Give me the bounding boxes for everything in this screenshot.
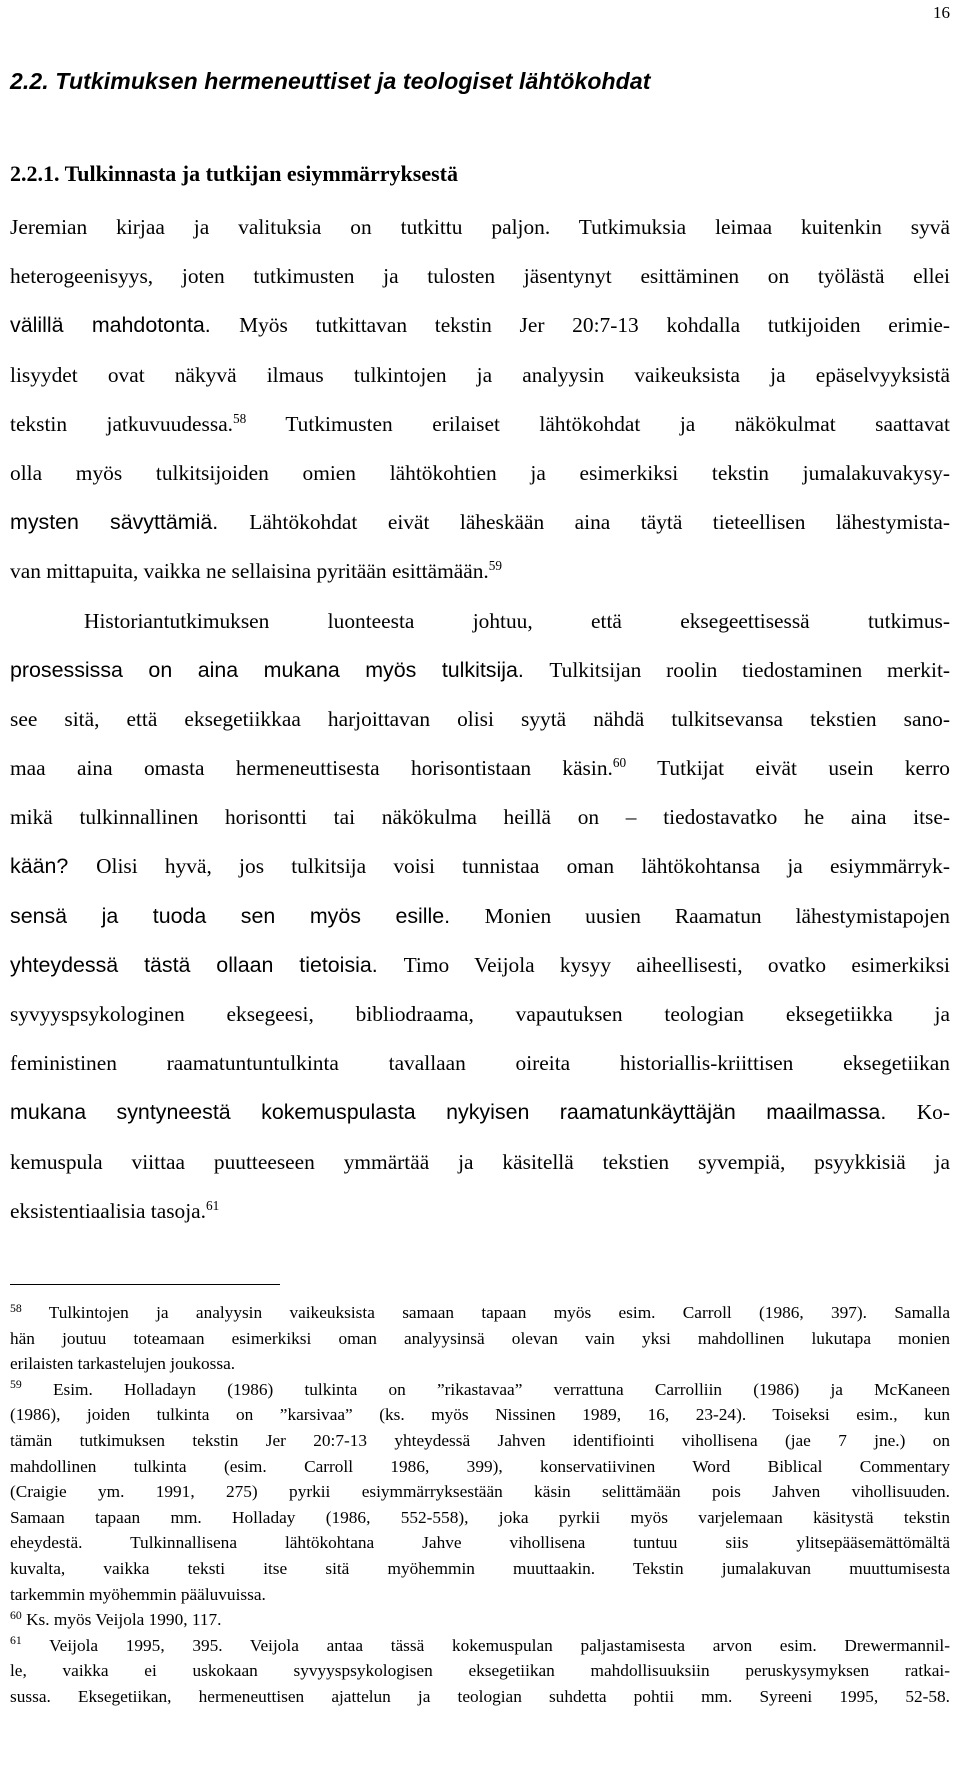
footnote-text: le, vaikka ei uskokaan syvyyspsykologisen eksegetiikan mahdollisuuksiin peruskysymyksen ratkai- (10, 1661, 950, 1681)
body-line (10, 597, 950, 646)
footnote-text: sussa. Eksegetiikan, hermeneuttisen ajattelun ja teologian suhdetta pohtii mm. Syreeni 1995, 52-58. (10, 1686, 950, 1706)
footnote-line (10, 1402, 950, 1428)
body-line (10, 1187, 950, 1236)
body-text: lisyydet ovat näkyvä ilmaus tulkintojen ja analyysin vaikeuksista ja epäselvyyksistä (10, 362, 950, 387)
body-text (10, 203, 950, 1236)
footnotes (10, 1300, 950, 1710)
body-text: Lähtökohdat eivät läheskään aina täytä tieteellisen lähestymista- (249, 510, 950, 535)
footnote-ref[interactable]: 59 (10, 1378, 22, 1392)
footnote-text: Samaan tapaan mm. Holladay (1986, 552-558), joka pyrkii myös varjelemaan käsitystä tekstin (10, 1507, 950, 1527)
body-text: eksistentiaalisia tasoja. (10, 1198, 207, 1223)
body-text: Tulkitsijan roolin tiedostaminen merkit- (549, 657, 951, 682)
footnote-line (10, 1351, 950, 1377)
body-line (10, 449, 950, 498)
body-text: Historiantutkimuksen luonteesta johtuu, että eksegeettisessä tutkimus- (84, 608, 950, 633)
footnote-line (10, 1326, 950, 1352)
footnote-line (10, 1505, 950, 1531)
body-text: Timo Veijola kysyy aiheellisesti, ovatko esimerkiksi (403, 952, 950, 977)
body-line (10, 498, 950, 547)
footnote-text: mahdollinen tulkinta (esim. Carroll 1986, 399), konservatiivinen Word Biblical Commentary (10, 1456, 950, 1476)
footnote-line (10, 1658, 950, 1684)
footnote-text: erilaisten tarkastelujen joukossa. (10, 1354, 236, 1374)
footnote-text: hän joutuu toteamaan esimerkiksi oman analyysinsä olevan vain yksi mahdollinen lukutapa monien (10, 1328, 950, 1348)
body-text: mysten sävyttämiä. (10, 510, 250, 535)
body-line (10, 547, 950, 596)
section-heading: 2.2. Tutkimuksen hermeneuttiset ja teologiset lähtökohdat (10, 68, 651, 94)
body-text: tekstin jatkuvuudessa. (10, 411, 234, 436)
footnote-line (10, 1377, 950, 1403)
body-line (10, 351, 950, 400)
footnote-text: kuvalta, vaikka teksti itse sitä myöhemmin muuttaakin. Tekstin jumalakuvan muuttumisesta (10, 1558, 950, 1578)
footnote-ref[interactable]: 58 (10, 1301, 22, 1315)
body-line (10, 744, 950, 793)
body-text: Jeremian kirjaa ja valituksia on tutkittu paljon. Tutkimuksia leimaa kuitenkin syvä (10, 215, 950, 239)
footnote-text: Veijola 1995, 395. Veijola antaa tässä kokemuspulan paljastamisesta arvon esim. Drewermannil- (21, 1635, 950, 1655)
body-text: see sitä, että eksegetiikkaa harjoittavan olisi syytä nähdä tulkitsevansa tekstien sano- (10, 706, 950, 731)
page-number: 16 (933, 3, 950, 22)
body-text: Tutkimusten erilaiset lähtökohdat ja näkökulmat saattavat (246, 411, 950, 436)
body-text: Olisi hyvä, jos tulkitsija voisi tunnistaa oman lähtökohtansa ja esiymmärryk- (96, 854, 950, 879)
body-line (10, 1039, 950, 1088)
footnote-line (10, 1530, 950, 1556)
body-text: olla myös tulkitsijoiden omien lähtökohtien ja esimerkiksi tekstin jumalakuvakysy- (10, 460, 950, 485)
footnote-ref[interactable]: 59 (488, 558, 503, 574)
body-text: Monien uusien Raamatun lähestymistapojen (484, 903, 950, 928)
subsection-heading: 2.2.1. Tulkinnasta ja tutkijan esiymmärryksestä (10, 161, 459, 186)
body-text: kään? (10, 854, 97, 879)
body-text: syvyyspsykologinen eksegeesi, bibliodraama, vapautuksen teologian eksegetiikka ja (10, 1002, 950, 1026)
body-line (10, 203, 950, 252)
footnote-separator (10, 1284, 280, 1285)
body-line (10, 1138, 950, 1187)
footnote-text: Tulkintojen ja analyysin vaikeuksista samaan tapaan myös esim. Carroll (1986, 397). Samalla (21, 1303, 950, 1322)
body-text: yhteydessä tästä ollaan tietoisia. (10, 952, 404, 977)
footnote-line (10, 1684, 950, 1710)
footnote-text: (Craigie ym. 1991, 275) pyrkii esiymmärryksestään käsin selittämään pois Jahven vihollisuuden. (10, 1482, 950, 1502)
footnote-text: Esim. Holladayn (1986) tulkinta on ”rikastavaa” verrattuna Carrolliin (1986) ja McKaneen (21, 1379, 950, 1399)
footnote-text: (1986), joiden tulkinta on ”karsivaa” (ks. myös Nissinen 1989, 16, 23-24). Toiseksi esim., kun (10, 1405, 950, 1425)
body-line (10, 301, 950, 350)
body-text: mikä tulkinnallinen horisontti tai näkökulma heillä on – tiedostavatko he aina itse- (10, 805, 950, 830)
body-line (10, 695, 950, 744)
body-line (10, 400, 950, 449)
body-text: heterogeenisyys, joten tutkimusten ja tulosten jäsentynyt esittäminen on työlästä ellei (10, 264, 950, 289)
footnote-text: tarkemmin myöhemmin pääluvuissa. (10, 1584, 266, 1604)
footnote-line (10, 1582, 950, 1608)
body-text: prosessissa on aina mukana myös tulkitsija. (10, 657, 550, 682)
body-text: Myös tutkittavan tekstin Jer 20:7-13 kohdalla tutkijoiden erimie- (239, 313, 951, 338)
footnote-ref[interactable]: 61 (10, 1634, 22, 1648)
body-line (10, 1088, 950, 1137)
footnote-line (10, 1479, 950, 1505)
footnote-line (10, 1428, 950, 1454)
body-text: kemuspula viittaa puutteeseen ymmärtää ja käsitellä tekstien syvempiä, psyykkisiä ja (10, 1149, 950, 1174)
footnote-text: eheydestä. Tulkinnallisena lähtökohtana Jahve vihollisena tuntuu siis ylitsepääsemättömältä (10, 1533, 950, 1553)
footnote-text: Ks. myös Veijola 1990, 117. (21, 1610, 222, 1630)
body-line (10, 892, 950, 941)
body-line (10, 941, 950, 990)
footnote-line (10, 1556, 950, 1582)
body-line (10, 990, 950, 1039)
body-text: van mittapuita, vaikka ne sellaisina pyritään esittämään. (10, 559, 489, 584)
footnote-line (10, 1633, 950, 1659)
footnote-ref[interactable]: 58 (233, 410, 247, 426)
footnote-ref[interactable]: 61 (206, 1197, 220, 1213)
body-text: feministinen raamatuntuntulkinta tavallaan oireita historiallis-kriittisen eksegetiikan (10, 1051, 950, 1076)
footnote-line (10, 1300, 950, 1326)
body-text: välillä mahdotonta. (10, 313, 240, 338)
footnote-ref[interactable]: 60 (10, 1608, 22, 1622)
body-text: Ko- (916, 1100, 950, 1125)
body-line (10, 842, 950, 891)
body-text: sensä ja tuoda sen myös esille. (10, 903, 485, 928)
body-text: maa aina omasta hermeneuttisesta horisontistaan käsin. (10, 756, 613, 781)
body-text: Tutkijat eivät usein kerro (626, 756, 950, 781)
footnote-ref[interactable]: 60 (612, 754, 627, 770)
body-text: mukana syntyneestä kokemuspulasta nykyisen raamatunkäyttäjän maailmassa. (10, 1100, 917, 1125)
body-line (10, 252, 950, 301)
footnote-line (10, 1454, 950, 1480)
body-line (10, 793, 950, 842)
footnote-line (10, 1607, 950, 1633)
body-line (10, 646, 950, 695)
footnote-text: tämän tutkimuksen tekstin Jer 20:7-13 yhteydessä Jahven identifiointi vihollisena (jae 7 jne.) on (10, 1430, 950, 1450)
